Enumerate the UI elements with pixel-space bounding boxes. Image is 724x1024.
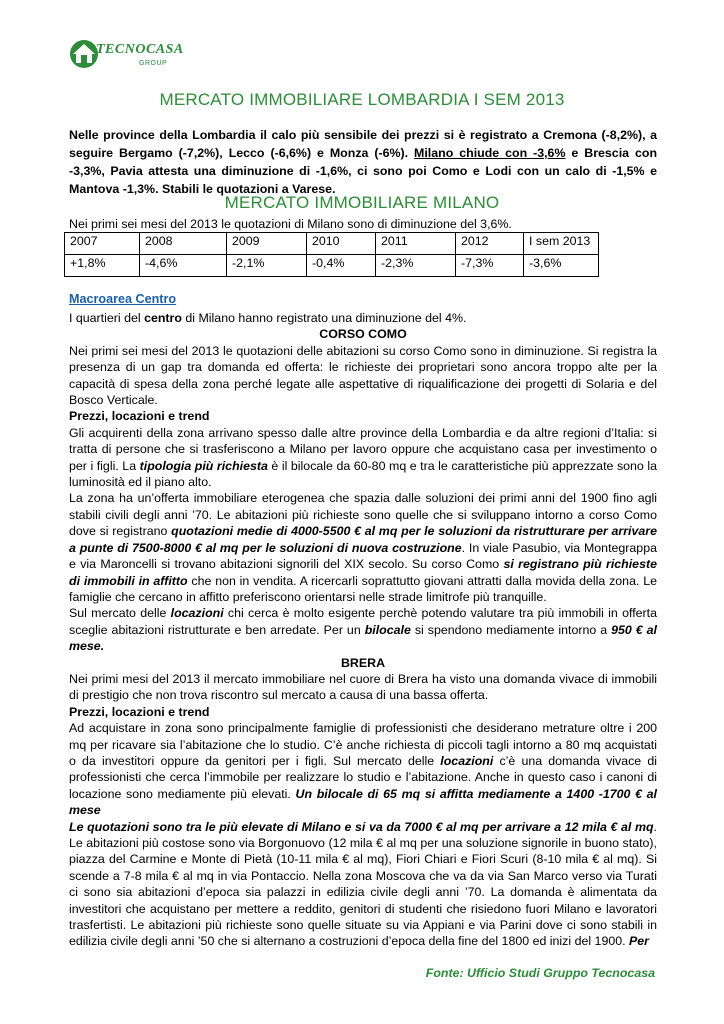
price-change-table xyxy=(64,232,599,277)
table-cell: +1,8% xyxy=(65,255,140,277)
corso-como-paragraph-2 xyxy=(69,425,657,491)
brera-paragraph-2 xyxy=(69,720,657,818)
emphasis-span: tipologia più richiesta xyxy=(139,458,268,473)
table-cell: -2,3% xyxy=(376,255,456,277)
text-span: si spendono mediamente intorno a xyxy=(410,622,612,637)
title-milano: MERCATO IMMOBILIARE MILANO xyxy=(224,193,500,212)
text-span: Ad acquistare in zona sono principalmente famiglie di professionisti che desiderano metrature oltre i 200 mq per ricavare sia l’abitazione che lo studio. C’è anche richiesta di piccoli tagli intorno a 80 mq acquistati o da investitori oppure da genitori per i figli. Sul mercato delle xyxy=(69,721,657,768)
emphasis-span: quotazioni medie di 4000-5500 € al mq per le soluzioni da ristrutturare per arrivare a punte di 7500-8000 € al mq per le soluzioni di nuova costruzione xyxy=(69,524,657,555)
intro-text-c: e Brescia con -3,3%, Pavia attesta una diminuzione di -1,6%, ci sono poi Como e Lodi con un calo di -1,5% e Mantova -1,3%. Stabili le quotazioni a Varese. xyxy=(69,146,658,196)
text-span: è il bilocale da 60-80 mq e tra le caratteristiche più apprezzate sono la luminosità ed il piano alto. xyxy=(69,458,657,490)
centro-text-c: di Milano hanno registrato una diminuzione del 4%. xyxy=(181,311,467,325)
corso-como-paragraph-1: Nei primi sei mesi del 2013 le quotazioni delle abitazioni su corso Como sono in diminuzione. Si registra la presenza di un gap tra domanda ed offerta: le richieste dei proprietari sono ancora troppo alte per la capacità di spesa della zona perché legate alle aspettative di riqualificazione dei progetti di Solaria e del Bosco Verticale. xyxy=(69,343,657,408)
brera-heading: BRERA xyxy=(340,655,386,670)
title-lombardia: MERCATO IMMOBILIARE LOMBARDIA I SEM 2013 xyxy=(159,90,565,109)
text-span: . Le abitazioni più costose sono via Borgonuovo (12 mila € al mq per una soluzione signorile in buono stato), piazza del Carmine e Monte di Pietà (10-11 mila € al mq), Fiori Chiari e Fiori Scuri (8-10 mila € al mq). Si scende a 7-8 mila € al mq in via Pontaccio. Nella zona Moscova che va da via San Marco verso via Turati ci sono sia abitazioni d’epoca sia palazzi in edilizia civile degli anni ’70. La domanda è alimentata da investitori che acquistano per mettere a reddito, genitori di studenti che risiedono fuori Milano e lavoratori trasfertisti. Le abitazioni più richieste sono quelle situate su via Appiani e via Parini dove ci sono stabili in edilizia civile degli anni ’50 che si alternano a costruzioni d’epoca della fine del 1800 ed inizi del 1900. xyxy=(69,819,657,949)
logo-wordmark: TECNOCASA xyxy=(96,42,184,57)
table-header-cell: 2012 xyxy=(456,233,524,255)
brera-paragraph-1: Nei primi mesi del 2013 il mercato immobiliare nel cuore di Brera ha visto una domanda vivace di immobili di prestigio che non trova riscontro sul mercato a causa di una bassa offerta. xyxy=(69,671,657,703)
tecnocasa-logo xyxy=(68,34,184,78)
text-span: Sul mercato delle xyxy=(69,606,171,621)
emphasis-span: locazioni xyxy=(440,753,494,768)
milano-intro: Nei primi sei mesi del 2013 le quotazioni di Milano sono di diminuzione del 3,6%. xyxy=(69,217,512,231)
centro-bold: centro xyxy=(144,311,182,325)
logo-subtitle: GROUP xyxy=(139,60,168,67)
emphasis-span: 950 € al mese. xyxy=(69,622,657,654)
macroarea-heading: Macroarea Centro xyxy=(69,292,177,306)
corso-como-paragraph-4 xyxy=(69,605,657,654)
emphasis-span: locazioni xyxy=(170,606,224,621)
table-header-cell: 2007 xyxy=(65,233,140,255)
corso-como-subheading: Prezzi, locazioni e trend xyxy=(69,409,210,424)
body-text xyxy=(69,310,657,950)
intro-paragraph xyxy=(69,126,657,198)
text-span: chi cerca è molto esigente perchè potendo valutare tra più immobili in offerta sceglie abitazioni ristrutturate e ben arredate. Per un xyxy=(69,606,657,637)
source-footer: Fonte: Ufficio Studi Gruppo Tecnocasa xyxy=(425,966,655,980)
centro-text-a: I quartieri del xyxy=(69,311,145,325)
table-header-cell: 2011 xyxy=(376,233,456,255)
emphasis-span: Le quotazioni sono tra le più elevate di Milano e si va da 7000 € al mq per arrivare a 12 mila € al mq xyxy=(69,819,654,834)
table-header-cell: I sem 2013 xyxy=(524,233,599,255)
text-span: che non in vendita. A ricercarli soprattutto giovani attratti dalla movida della zona. Le famiglie che cercano in affitto preferiscono orientarsi nelle strade limitrofe più tranquille. xyxy=(69,573,657,604)
brera-paragraph-3 xyxy=(69,819,657,950)
corso-como-paragraph-3 xyxy=(69,490,657,605)
table-cell: -0,4% xyxy=(307,255,376,277)
emphasis-span: Un bilocale di 65 mq si affitta mediamente a 1400 -1700 € al mese xyxy=(69,786,657,818)
intro-text-a: Nelle province della Lombardia il calo più sensibile dei prezzi si è registrato a Cremona (-8,2%), a seguire Bergamo (-7,2%), Lecco (-6,6%) e Monza (-6%). xyxy=(69,128,657,160)
table-header-cell: 2010 xyxy=(307,233,376,255)
table-cell: -7,3% xyxy=(456,255,524,277)
corso-como-heading: CORSO COMO xyxy=(319,327,407,342)
text-span: La zona ha un’offerta immobiliare eterogenea che spazia dalle soluzioni dei primi anni del 1900 fino agli stabili civili degli anni ’70. Le abitazioni più richieste sono quelle che si sviluppano intorno a corso Como dove si registrano xyxy=(69,491,657,539)
table-cell: -3,6% xyxy=(524,255,599,277)
centro-paragraph xyxy=(69,310,657,326)
brera-subheading: Prezzi, locazioni e trend xyxy=(69,704,210,719)
text-span: c’è una domanda vivace di professionisti che cerca l’immobile per realizzare lo studio e l’abitazione. Anche in questo caso i canoni di locazione sono mediamente più elevati. xyxy=(69,753,657,801)
intro-milano-highlight: Milano chiude con -3,6% xyxy=(414,146,566,160)
table-cell: -4,6% xyxy=(140,255,227,277)
emphasis-span: Per xyxy=(629,934,649,949)
text-span: Gli acquirenti della zona arrivano spesso dalle altre province della Lombardia e da altre regioni d’Italia: si tratta di persone che si trasferiscono a Milano per lavoro oppure che acquistano casa per investimento o per i figli. La xyxy=(69,425,657,473)
table-header-row xyxy=(65,233,599,255)
text-span: . In viale Pasubio, via Montegrappa e via Maroncelli si trovano abitazioni signorili del XIX secolo. Su corso Como xyxy=(69,540,657,572)
table-cell: -2,1% xyxy=(227,255,307,277)
emphasis-span: bilocale xyxy=(364,622,411,637)
table-header-cell: 2008 xyxy=(140,233,227,255)
emphasis-span: si registrano più richieste di immobili in affitto xyxy=(69,557,657,588)
table-header-cell: 2009 xyxy=(227,233,307,255)
table-row xyxy=(65,255,599,277)
